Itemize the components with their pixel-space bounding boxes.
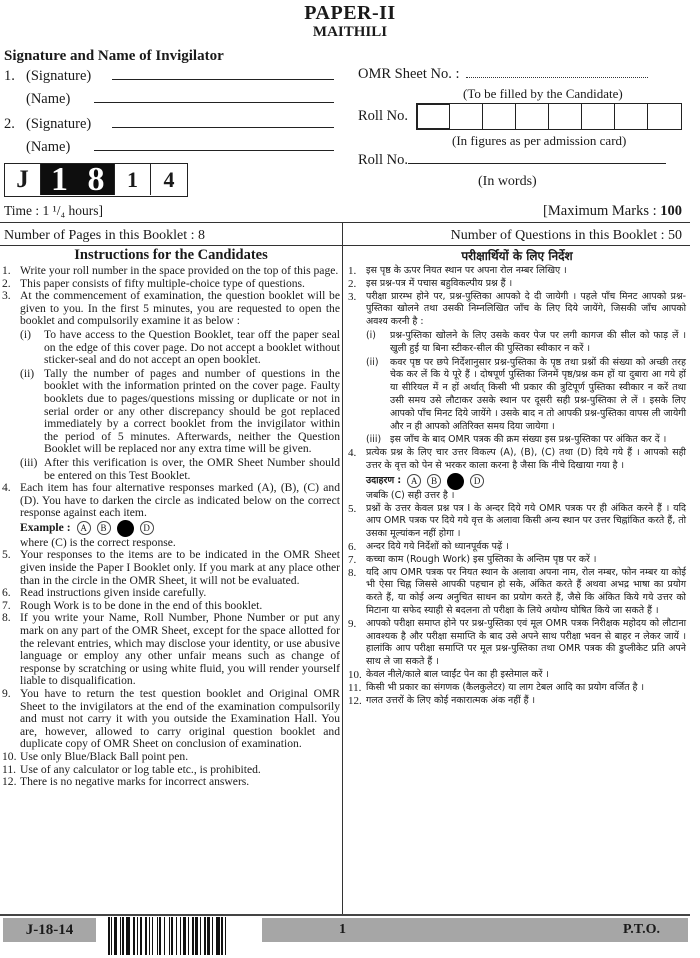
instruction-item — [348, 503, 686, 541]
barcode-bar — [108, 917, 110, 955]
item-number: 11. — [2, 762, 17, 776]
code-cell: 4 — [163, 166, 175, 192]
barcode-bar — [120, 917, 121, 955]
item-text: प्रत्येक प्रश्न के लिए चार उत्तर विकल्प (A), (B), (C) तथा (D) दिये गये हैं । आपको सही उत्तर के वृत्त को पेन से भरकर काला करना है जैसा कि नीचे दिखाया गया है । — [366, 447, 686, 471]
barcode-bar — [195, 917, 198, 955]
sub-instruction — [20, 457, 340, 482]
instruction-item — [2, 290, 340, 482]
paper-title: PAPER-II — [304, 2, 396, 24]
sub-instruction — [366, 434, 686, 447]
barcode-bar — [133, 917, 136, 955]
item-text: This paper consists of fifty multiple-choice type of questions. — [20, 276, 305, 290]
barcode-bar — [137, 917, 138, 955]
empty-bubble-icon: A — [77, 521, 91, 535]
booklet-code-label: J-18-14 — [3, 918, 96, 942]
instruction-item — [348, 278, 686, 291]
sub-instruction — [20, 329, 340, 367]
roll-words-note: (In words) — [478, 174, 537, 189]
barcode-bar — [152, 917, 154, 955]
item-number: 7. — [2, 598, 11, 612]
barcode-bar — [145, 917, 148, 955]
item-text: Your responses to the items are to be indicated in the OMR Sheet given inside the Paper I Booklet only. If you mark at any place other than in the circle in the OMR Sheet, it will not be evaluated. — [20, 548, 340, 587]
item-number: 9. — [348, 617, 357, 630]
item-number: 10. — [348, 668, 362, 681]
example-note: जबकि (C) सही उत्तर है । — [366, 489, 455, 501]
item-text: कच्चा काम (Rough Work) इस पुस्तिका के अन्तिम पृष्ठ पर करें । — [366, 553, 597, 565]
item-number: 6. — [2, 586, 11, 600]
exam-time: Time : 1 ¹/₄ hours] — [4, 203, 104, 218]
name-label: (Name) — [26, 139, 71, 155]
instruction-item — [348, 618, 686, 669]
answer-example — [366, 473, 686, 490]
empty-bubble-icon: B — [427, 474, 441, 488]
barcode-bar — [126, 917, 130, 955]
invigilator-1-signature-field[interactable] — [112, 68, 334, 80]
item-text: Write your roll number in the space provided on the top of this page. — [20, 264, 339, 277]
barcode-bar — [200, 917, 201, 955]
barcode — [108, 917, 229, 955]
sub-number: (i) — [20, 327, 31, 341]
roll-digit-box[interactable] — [615, 104, 648, 129]
barcode-bar — [212, 917, 213, 955]
question-count: Number of Questions in this Booklet : 50 — [450, 228, 682, 243]
column-divider — [342, 222, 343, 914]
barcode-bar — [183, 917, 187, 955]
barcode-bar — [171, 917, 174, 955]
instructions-english — [2, 247, 340, 789]
divider — [0, 222, 690, 223]
signature-label: (Signature) — [26, 68, 92, 84]
code-cell: J — [5, 164, 41, 195]
invigilator-heading: Signature and Name of Invigilator — [4, 48, 224, 64]
sub-text: प्रश्न-पुस्तिका खोलने के लिए उसके कवर पेज पर लगी कागज की सील को फाड़ लें । खुली हुई या बिना स्टीकर-सील की पुस्तिका स्वीकार न करें । — [390, 329, 686, 354]
item-number: 3. — [348, 290, 357, 303]
instructions-hindi — [348, 247, 686, 707]
sub-instruction — [366, 330, 686, 356]
barcode-bar — [221, 917, 223, 955]
item-number: 7. — [348, 553, 357, 566]
instruction-item — [2, 482, 340, 549]
barcode-bar — [180, 917, 182, 955]
item-number: 2. — [2, 276, 11, 290]
example-note: where (C) is the correct response. — [20, 535, 176, 549]
item-text: At the commencement of examination, the question booklet will be given to you. In the first 5 minutes, you are requested to open the booklet and compulsorily examine it as below : — [20, 289, 340, 328]
roll-digit-box[interactable] — [417, 104, 450, 129]
item-text: इस पृष्ठ के ऊपर नियत स्थान पर अपना रोल नम्बर लिखिए । — [366, 265, 567, 276]
barcode-bar — [111, 917, 112, 955]
roll-digit-box[interactable] — [582, 104, 615, 129]
instruction-item — [348, 669, 686, 682]
sub-instruction — [366, 357, 686, 434]
row-number: 1. — [4, 68, 15, 84]
barcode-bar — [159, 917, 162, 955]
item-number: 3. — [2, 289, 11, 303]
omr-sheet-number-field[interactable] — [466, 68, 648, 78]
booklet-code-box — [4, 160, 188, 198]
item-text: केवल नीले/काले बाल प्वाईंट पेन का ही इस्तेमाल करें । — [366, 668, 549, 680]
instruction-item — [348, 291, 686, 448]
filled-bubble-icon — [447, 473, 464, 490]
instruction-item — [2, 612, 340, 688]
item-text: यदि आप OMR पत्रक पर नियत स्थान के अलावा अपना नाम, रोल नम्बर, फोन नम्बर या कोई भी ऐसा चिह्न जिससे आपकी पहचान हो सके, अंकित करते हैं अथवा अभद्र भाषा का प्रयोग करते हैं, या कोई अन्य अनुचित साधन का प्रयोग करते हैं, जैसे कि अंकित किये गये उत्तर को मिटाना या सफेद स्याही से बदलना तो परीक्षा के लिये अयोग्य घोषित किये जा सकते हैं । — [366, 566, 686, 616]
sub-instruction — [20, 368, 340, 456]
please-turn-over: P.T.O. — [623, 922, 660, 937]
footer-divider — [0, 914, 690, 916]
sub-text: After this verification is over, the OMR Sheet Number should be entered on this Test Booklet. — [44, 455, 340, 482]
item-number: 6. — [348, 540, 357, 553]
instruction-item — [348, 447, 686, 502]
item-number: 11. — [348, 681, 362, 694]
item-number: 5. — [2, 548, 11, 562]
barcode-bar — [122, 917, 124, 955]
empty-bubble-icon: D — [140, 521, 154, 535]
instructions-heading: Instructions for the Candidates — [74, 247, 268, 263]
item-text: Rough Work is to be done in the end of this booklet. — [20, 598, 263, 612]
instruction-item — [348, 541, 686, 554]
item-text: Each item has four alternative responses marked (A), (B), (C) and (D). You have to darken the circle as indicated below on the correct response against each item. — [20, 481, 340, 520]
roll-digit-box[interactable] — [483, 104, 516, 129]
roll-number-words-field[interactable] — [408, 154, 666, 164]
item-text: परीक्षा प्रारम्भ होने पर, प्रश्न-पुस्तिका आपको दे दी जायेगी । पहले पाँच मिनट आपको प्रश्न-पुस्तिका खोलने तथा उसकी निम्नलिखित जाँच के लिए दिये जायेंगे, जिसकी जाँच आपको अवश्य करनी है : — [366, 290, 686, 328]
page-number: 1 — [339, 922, 346, 937]
code-cell-highlight: 1 — [41, 164, 78, 195]
item-text: प्रश्नों के उत्तर केवल प्रश्न पत्र I के अन्दर दिये गये OMR पत्रक पर ही अंकित करने हैं । यदि आप OMR पत्रक पर दिये गये वृत्त के अलावा किसी अन्य स्थान पर उत्तर चिह्नांकित करते हैं, तो उसका मूल्यांकन नहीं होगा । — [366, 502, 686, 540]
instruction-item — [348, 567, 686, 618]
answer-example — [20, 520, 340, 537]
item-text: Read instructions given inside carefully. — [20, 586, 207, 600]
divider — [0, 245, 690, 246]
name-label: (Name) — [26, 91, 71, 107]
code-cell-highlight: 8 — [78, 164, 115, 195]
instructions-heading: परीक्षार्थियों के लिए निर्देश — [461, 249, 573, 263]
item-text: आपको परीक्षा समाप्त होने पर प्रश्न-पुस्तिका एवं मूल OMR पत्रक निरीक्षक महोदय को लौटाना आवश्यक है और परीक्षा समाप्ति के बाद उसे अपने साथ परीक्षा भवन से बाहर न लेकर जायें । हालांकि आप परीक्षा समाप्ति पर मूल प्रश्न-पुस्तिका तथा OMR पत्रक की डुप्लीकेट प्रति अपने साथ ले जा सकते हैं । — [366, 617, 686, 668]
roll-digit-box[interactable] — [549, 104, 582, 129]
invigilator-2-signature-field[interactable] — [112, 116, 334, 128]
barcode-bar — [225, 917, 226, 955]
invigilator-1-signature-row — [4, 68, 334, 85]
invigilator-2-name-field[interactable] — [94, 139, 334, 151]
barcode-bar — [204, 917, 206, 955]
sub-number: (iii) — [366, 434, 382, 446]
item-number: 5. — [348, 502, 357, 515]
barcode-bar — [207, 917, 210, 955]
sub-number: (ii) — [20, 366, 35, 380]
invigilator-1-name-row — [4, 91, 334, 108]
item-text: किसी भी प्रकार का संगणक (कैलकुलेटर) या लाग टेबल आदि का प्रयोग वर्जित है । — [366, 681, 645, 693]
code-cell: 1 — [115, 164, 151, 195]
sub-number: (iii) — [20, 455, 38, 469]
instruction-item — [348, 695, 686, 708]
barcode-bar — [176, 917, 177, 955]
roll-figures-note: (In figures as per admission card) — [452, 133, 627, 148]
empty-bubble-icon: D — [470, 474, 484, 488]
item-text: Use only Blue/Black Ball point pen. — [20, 749, 189, 763]
barcode-bar — [216, 917, 220, 955]
instruction-item — [2, 776, 340, 789]
item-text: इस प्रश्न-पत्र में पचास बहुविकल्पीय प्रश्न हैं । — [366, 277, 513, 289]
barcode-bar — [188, 917, 189, 955]
roll-digit-box[interactable] — [648, 104, 681, 129]
item-number: 12. — [2, 775, 17, 789]
barcode-bar — [157, 917, 158, 955]
roll-number-words-label: Roll No. — [358, 152, 408, 168]
item-number: 1. — [348, 265, 357, 277]
barcode-bar — [192, 917, 194, 955]
invigilator-2-signature-row — [4, 116, 334, 133]
roll-number-boxes — [416, 103, 682, 130]
item-text: गलत उत्तरों के लिए कोई नकारात्मक अंक नहीं हैं । — [366, 694, 536, 706]
item-number: 12. — [348, 694, 362, 707]
maximum-marks: [Maximum Marks : 100 — [543, 203, 682, 219]
sub-number: (i) — [366, 329, 376, 341]
example-label: उदाहरण : — [366, 474, 402, 486]
barcode-bar — [149, 917, 150, 955]
item-number: 8. — [2, 611, 11, 625]
barcode-bar — [140, 917, 142, 955]
omr-label: OMR Sheet No. : — [358, 66, 460, 82]
barcode-bar — [169, 917, 170, 955]
roll-digit-box[interactable] — [516, 104, 549, 129]
page-count: Number of Pages in this Booklet : 8 — [4, 228, 206, 243]
barcode-bar — [164, 917, 166, 955]
empty-bubble-icon: A — [407, 474, 421, 488]
sub-text: इस जाँच के बाद OMR पत्रक की क्रम संख्या इस प्रश्न-पुस्तिका पर अंकित कर दें । — [390, 434, 667, 446]
item-number: 9. — [2, 687, 11, 700]
instruction-item — [348, 265, 686, 278]
sub-number: (ii) — [366, 356, 379, 368]
example-label: Example : — [20, 521, 71, 535]
roll-number-words-row — [358, 152, 666, 169]
sub-text: कवर पृष्ठ पर छपे निर्देशानुसार प्रश्न-पुस्तिका के पृष्ठ तथा प्रश्नों की संख्या को अच्छी तरह चेक कर लें कि ये पूरे हैं । दोषपूर्ण पुस्तिका जिनमें पृष्ठ/प्रश्न कम हों या दुबारा आ गये हों या सीरियल में न हों अर्थात् किसी भी प्रकार की त्रुटिपूर्ण पुस्तिका स्वीकार न करें तथा उसी समय उसे लौटाकर उसके स्थान पर दूसरी सही प्रश्न-पुस्तिका ले लें । इसके लिए आपको पाँच मिनट दिये जायेंगे । उसके बाद न तो आपकी प्रश्न-पुस्तिका वापस ली जायेगी और न ही आपको अतिरिक्त समय दिया जायेगा । — [390, 356, 686, 432]
item-number: 10. — [2, 749, 17, 763]
instruction-item — [2, 549, 340, 587]
instruction-item — [2, 688, 340, 751]
row-number: 2. — [4, 116, 15, 132]
item-text: If you write your Name, Roll Number, Phone Number or put any mark on any part of the OMR Sheet, except for the space allotted for the relevant entries, which may disclose your identity, or use abusive language or employ any other unfair means such as change of response by scratching or using white fluid, you will render yourself liable to disqualification. — [20, 611, 340, 688]
barcode-bar — [114, 917, 117, 955]
item-number: 8. — [348, 566, 357, 579]
signature-label: (Signature) — [26, 116, 92, 132]
invigilator-1-name-field[interactable] — [94, 91, 334, 103]
item-number: 4. — [2, 481, 11, 495]
item-number: 1. — [2, 264, 11, 277]
invigilator-2-name-row — [4, 139, 334, 156]
sub-text: Tally the number of pages and number of questions in the booklet with the information printed on the cover page. Faulty booklets due to pages/questions missing or duplicate or not in serial order or any other discrepancy should be got replaced immediately by a correct booklet from the invigilator within the period of 5 minutes. Afterwards, neither the Question Booklet will be replaced nor any extra time will be given. — [44, 366, 340, 456]
roll-digit-box[interactable] — [450, 104, 483, 129]
filled-bubble-icon — [117, 520, 134, 537]
instruction-item — [348, 554, 686, 567]
item-number: 2. — [348, 277, 357, 290]
instruction-item — [348, 682, 686, 695]
item-text: You have to return the test question booklet and Original OMR Sheet to the invigilators at the end of the examination compulsorily and must not carry it with you outside the Examination Hall. You are, however, allowed to carry original question booklet and duplicate copy of OMR Sheet on conclusion of examination. — [20, 687, 340, 751]
omr-sheet-row — [358, 66, 648, 83]
empty-bubble-icon: B — [97, 521, 111, 535]
omr-note: (To be filled by the Candidate) — [463, 86, 623, 101]
item-text: अन्दर दिये गये निर्देशों को ध्यानपूर्वक पढ़ें । — [366, 540, 509, 552]
subject-title: MAITHILI — [312, 24, 388, 40]
footer-bar — [262, 918, 688, 942]
sub-text: To have access to the Question Booklet, tear off the paper seal on the edge of this cover page. Do not accept a booklet without sticker-seal and do not accept an open booklet. — [44, 327, 340, 367]
item-text: Use of any calculator or log table etc., is prohibited. — [20, 762, 261, 776]
item-text: There is no negative marks for incorrect answers. — [20, 775, 250, 789]
roll-number-figures-label: Roll No. — [358, 108, 408, 124]
item-number: 4. — [348, 447, 357, 460]
